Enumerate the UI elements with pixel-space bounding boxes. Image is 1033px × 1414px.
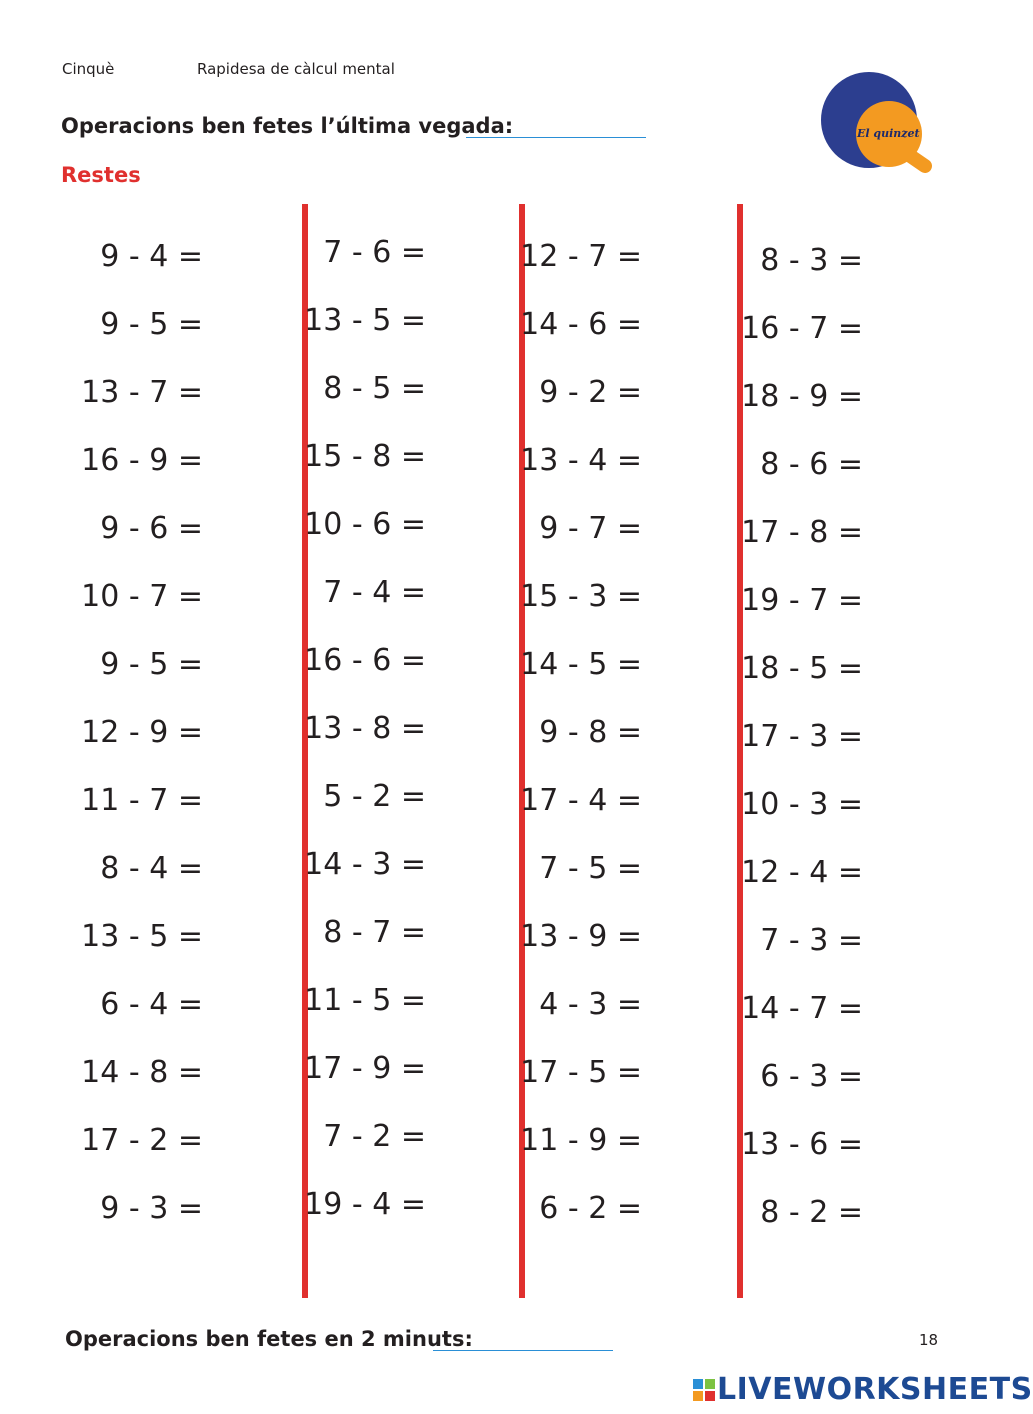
operation-c2-r1: 7 - 6 = xyxy=(323,235,426,270)
operation-c2-r12: 11 - 5 = xyxy=(304,983,426,1018)
operation-c4-r13: 6 - 3 = xyxy=(760,1059,863,1094)
operation-c4-r12: 14 - 7 = xyxy=(741,991,863,1026)
operation-c3-r5: 9 - 7 = xyxy=(539,511,642,546)
operation-c2-r4: 15 - 8 = xyxy=(304,439,426,474)
operation-c1-r3: 13 - 7 = xyxy=(81,375,203,410)
page-number: 18 xyxy=(919,1331,939,1349)
operation-c2-r9: 5 - 2 = xyxy=(323,779,426,814)
last-time-answer-field[interactable] xyxy=(466,137,646,138)
operation-c4-r10: 12 - 4 = xyxy=(741,855,863,890)
operation-c3-r9: 17 - 4 = xyxy=(520,783,642,818)
operation-c2-r15: 19 - 4 = xyxy=(304,1187,426,1222)
operation-c1-r7: 9 - 5 = xyxy=(100,647,203,682)
liveworksheets-brand[interactable] xyxy=(693,1372,1033,1408)
operation-c4-r15: 8 - 2 = xyxy=(760,1195,863,1230)
operation-c1-r13: 14 - 8 = xyxy=(81,1055,203,1090)
operation-c1-r14: 17 - 2 = xyxy=(81,1123,203,1158)
column-divider-1 xyxy=(302,204,308,1298)
el-quinzet-logo xyxy=(815,62,940,180)
brand-text: LIVEWORKSHEETS xyxy=(717,1372,1033,1407)
operation-c2-r14: 7 - 2 = xyxy=(323,1119,426,1154)
operation-c3-r8: 9 - 8 = xyxy=(539,715,642,750)
operation-c3-r11: 13 - 9 = xyxy=(520,919,642,954)
two-minutes-answer-field[interactable] xyxy=(433,1350,613,1351)
operation-c1-r8: 12 - 9 = xyxy=(81,715,203,750)
operation-c1-r12: 6 - 4 = xyxy=(100,987,203,1022)
operation-c4-r1: 8 - 3 = xyxy=(760,243,863,278)
operation-c1-r5: 9 - 6 = xyxy=(100,511,203,546)
operation-c3-r13: 17 - 5 = xyxy=(520,1055,642,1090)
operation-c4-r11: 7 - 3 = xyxy=(760,923,863,958)
operation-c4-r4: 8 - 6 = xyxy=(760,447,863,482)
magnifier-logo-icon xyxy=(815,62,940,180)
operation-c4-r7: 18 - 5 = xyxy=(741,651,863,686)
operation-c1-r2: 9 - 5 = xyxy=(100,307,203,342)
last-time-label: Operacions ben fetes l’última vegada: xyxy=(61,114,514,138)
operation-c1-r1: 9 - 4 = xyxy=(100,239,203,274)
operation-c3-r15: 6 - 2 = xyxy=(539,1191,642,1226)
operation-c2-r8: 13 - 8 = xyxy=(304,711,426,746)
section-title: Restes xyxy=(61,163,141,187)
operation-c4-r6: 19 - 7 = xyxy=(741,583,863,618)
operation-c1-r6: 10 - 7 = xyxy=(81,579,203,614)
operation-c4-r2: 16 - 7 = xyxy=(741,311,863,346)
operation-c4-r14: 13 - 6 = xyxy=(741,1127,863,1162)
operation-c3-r1: 12 - 7 = xyxy=(520,239,642,274)
operation-c3-r7: 14 - 5 = xyxy=(520,647,642,682)
operation-c1-r15: 9 - 3 = xyxy=(100,1191,203,1226)
operation-c3-r6: 15 - 3 = xyxy=(520,579,642,614)
operation-c2-r7: 16 - 6 = xyxy=(304,643,426,678)
operation-c2-r10: 14 - 3 = xyxy=(304,847,426,882)
operation-c1-r10: 8 - 4 = xyxy=(100,851,203,886)
operation-c2-r3: 8 - 5 = xyxy=(323,371,426,406)
worksheet-subtitle: Rapidesa de càlcul mental xyxy=(197,60,395,78)
operation-c3-r10: 7 - 5 = xyxy=(539,851,642,886)
operation-c3-r4: 13 - 4 = xyxy=(520,443,642,478)
two-minutes-label: Operacions ben fetes en 2 minuts: xyxy=(65,1327,473,1351)
operation-c1-r4: 16 - 9 = xyxy=(81,443,203,478)
logo-text: El quinzet xyxy=(857,127,920,140)
operation-c3-r12: 4 - 3 = xyxy=(539,987,642,1022)
operation-c1-r11: 13 - 5 = xyxy=(81,919,203,954)
operation-c4-r8: 17 - 3 = xyxy=(741,719,863,754)
operation-c4-r3: 18 - 9 = xyxy=(741,379,863,414)
operation-c1-r9: 11 - 7 = xyxy=(81,783,203,818)
grade-label: Cinquè xyxy=(62,60,115,78)
operation-c3-r3: 9 - 2 = xyxy=(539,375,642,410)
operation-c2-r2: 13 - 5 = xyxy=(304,303,426,338)
operation-c2-r6: 7 - 4 = xyxy=(323,575,426,610)
operation-c3-r2: 14 - 6 = xyxy=(520,307,642,342)
operation-c4-r9: 10 - 3 = xyxy=(741,787,863,822)
liveworksheets-logo-icon xyxy=(693,1379,715,1401)
operation-c2-r13: 17 - 9 = xyxy=(304,1051,426,1086)
operation-c2-r11: 8 - 7 = xyxy=(323,915,426,950)
operation-c2-r5: 10 - 6 = xyxy=(304,507,426,542)
operation-c3-r14: 11 - 9 = xyxy=(520,1123,642,1158)
operation-c4-r5: 17 - 8 = xyxy=(741,515,863,550)
